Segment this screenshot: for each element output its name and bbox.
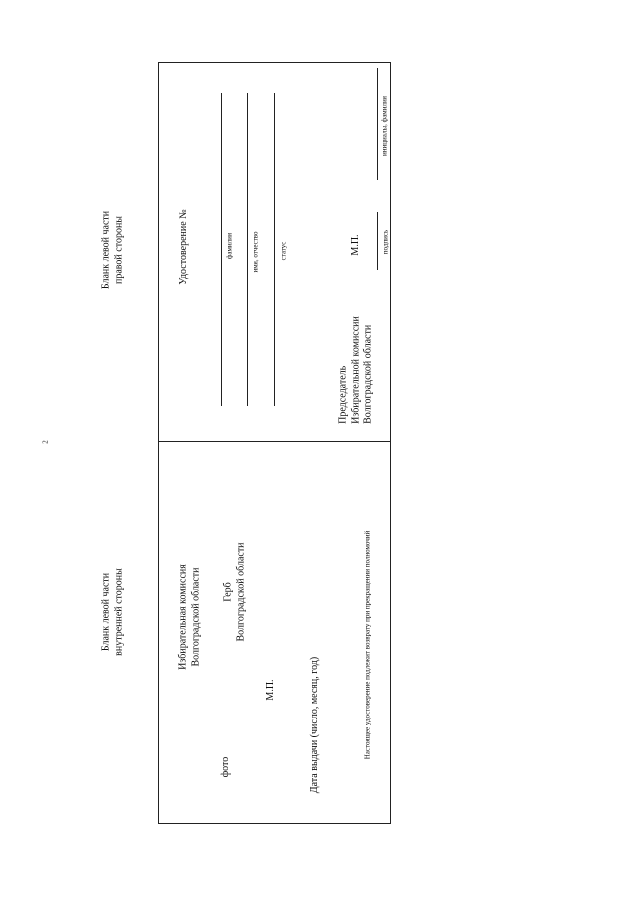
commission-block <box>178 564 203 670</box>
commission-line2: Волгоградской области <box>190 567 201 667</box>
coat-of-arms-block <box>223 542 248 641</box>
left-side-caption-line1: Бланк левой части <box>100 572 112 652</box>
surname-label: фамилия <box>225 232 234 260</box>
chairman-line2: Избирательной комиссии <box>349 316 361 424</box>
coat-line1: Герб <box>222 582 234 602</box>
chairman-line3: Волгоградской области <box>362 324 374 424</box>
issue-date: Дата выдачи (число, месяц, год) <box>308 656 320 794</box>
chairman-block <box>337 316 375 424</box>
return-notice: Настоящее удостоверение подлежит возврату при прекращении полномочий <box>363 530 372 760</box>
right-side-caption-line2: правой стороны <box>113 215 124 285</box>
coat-line2: Волгоградской области <box>235 542 246 642</box>
certificate-title: Удостоверение № <box>177 209 189 285</box>
initials-label: инициалы, фамилия <box>380 96 389 156</box>
signature-label: подпись <box>381 229 390 255</box>
initials-line <box>377 68 378 180</box>
fold-divider <box>158 441 391 442</box>
left-side-caption-line2: внутренней стороны <box>113 568 124 656</box>
chairman-line1: Председатель <box>337 365 349 424</box>
commission-line1: Избирательная комиссия <box>177 564 189 670</box>
page-number: 2 <box>41 440 50 444</box>
status-label: статус <box>279 241 288 261</box>
photo-placeholder: фото <box>219 756 231 778</box>
signature-line <box>377 212 378 270</box>
name-patronymic-label: имя, отчество <box>251 231 260 273</box>
right-side-caption-line1: Бланк левой части <box>100 210 112 290</box>
surname-line <box>221 93 222 406</box>
name-patronymic-line <box>247 93 248 406</box>
status-line <box>274 93 275 406</box>
right-side-caption <box>101 211 126 289</box>
left-side-caption <box>101 568 126 656</box>
left-seal: М.П. <box>264 679 276 701</box>
right-seal: М.П. <box>349 234 361 256</box>
